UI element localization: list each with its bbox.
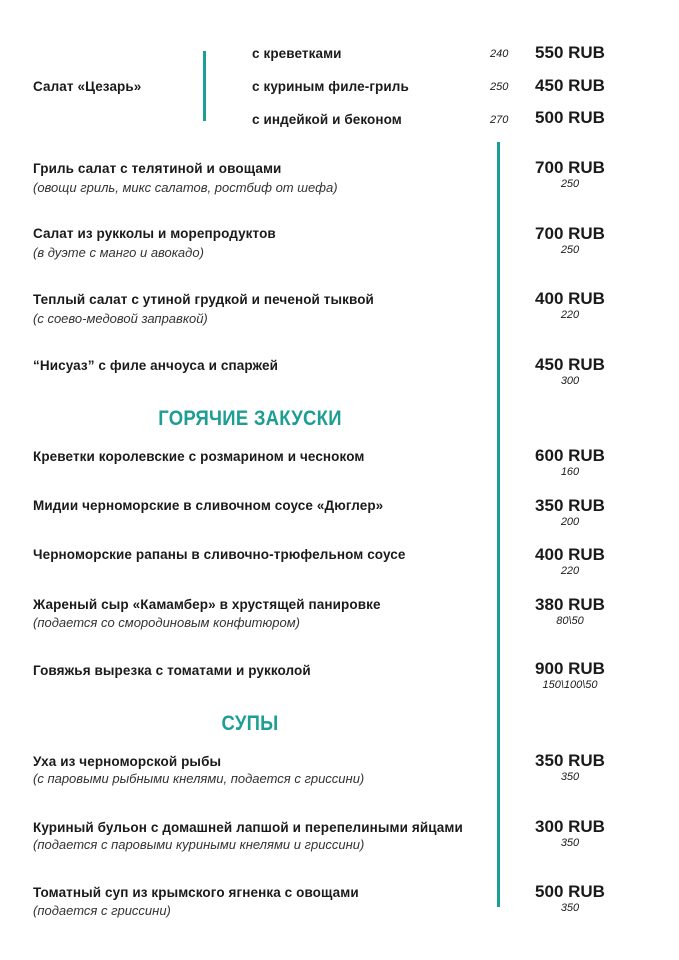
menu-item-desc: (подается со смородиновым конфитюром) bbox=[33, 615, 300, 630]
caesar-variant-2: с куриным филе-гриль bbox=[252, 79, 409, 94]
menu-item-price: 450 RUB bbox=[535, 355, 605, 374]
section-title-hot: ГОРЯЧИЕ ЗАКУСКИ bbox=[158, 407, 342, 430]
menu-item-name: Гриль салат с телятиной и овощами bbox=[33, 161, 282, 176]
menu-item-weight: 150\100\50 bbox=[542, 679, 598, 691]
menu-item-desc: (подается с гриссини) bbox=[33, 903, 171, 918]
menu-item-weight: 250 bbox=[560, 178, 580, 190]
caesar-variant-2-price: 450 RUB bbox=[535, 76, 605, 95]
caesar-variant-1-price: 550 RUB bbox=[535, 43, 605, 62]
caesar-variant-3-price: 500 RUB bbox=[535, 108, 605, 127]
menu-item-weight: 250 bbox=[560, 244, 580, 256]
menu-item-weight: 200 bbox=[560, 516, 580, 528]
menu-item-weight: 350 bbox=[560, 902, 580, 914]
menu-item-weight: 350 bbox=[560, 771, 580, 783]
menu-item-price: 500 RUB bbox=[535, 882, 605, 901]
menu-item-name: Салат из рукколы и морепродуктов bbox=[33, 226, 276, 241]
menu-item-weight: 80\50 bbox=[556, 615, 584, 627]
price-column-divider bbox=[497, 142, 500, 907]
menu-item-name: Уха из черноморской рыбы bbox=[33, 754, 222, 769]
menu-item-desc: (в дуэте с манго и авокадо) bbox=[33, 245, 204, 260]
menu-item-price: 300 RUB bbox=[535, 817, 605, 836]
caesar-variant-3: с индейкой и беконом bbox=[252, 112, 402, 127]
menu-item-name: Мидии черноморские в сливочном соусе «Дюглер» bbox=[33, 498, 384, 513]
caesar-divider bbox=[203, 51, 206, 121]
menu-item-price: 400 RUB bbox=[535, 289, 605, 308]
menu-item-weight: 220 bbox=[560, 309, 580, 321]
menu-item-weight: 300 bbox=[560, 375, 580, 387]
caesar-variant-1-weight: 240 bbox=[490, 48, 509, 60]
menu-item-name: Томатный суп из крымского ягненка с овощами bbox=[33, 885, 359, 900]
menu-item-price: 900 RUB bbox=[535, 659, 605, 678]
menu-item-name: Теплый салат с утиной грудкой и печеной тыквой bbox=[33, 292, 374, 307]
menu-item-desc: (с паровыми рыбными кнелями, подается с гриссини) bbox=[33, 771, 365, 786]
menu-item-price: 380 RUB bbox=[535, 595, 605, 614]
menu-item-price: 350 RUB bbox=[535, 751, 605, 770]
menu-item-desc: (подается с паровыми куриными кнелями и гриссини) bbox=[33, 837, 365, 852]
menu-item-name: Креветки королевские с розмарином и чесноком bbox=[33, 449, 365, 464]
menu-item-weight: 160 bbox=[560, 466, 580, 478]
menu-item-price: 600 RUB bbox=[535, 446, 605, 465]
menu-item-name: “Нисуаз” с филе анчоуса и спаржей bbox=[33, 358, 279, 373]
section-title-soups: СУПЫ bbox=[221, 712, 279, 735]
menu-item-name: Черноморские рапаны в сливочно-трюфельном соусе bbox=[33, 547, 406, 562]
menu-item-price: 400 RUB bbox=[535, 545, 605, 564]
menu-item-name: Говяжья вырезка с томатами и рукколой bbox=[33, 663, 311, 678]
menu-item-name: Куриный бульон с домашней лапшой и перепелиными яйцами bbox=[33, 820, 463, 835]
menu-item-price: 700 RUB bbox=[535, 224, 605, 243]
menu-item-weight: 220 bbox=[560, 565, 580, 577]
caesar-variant-1: с креветками bbox=[252, 46, 342, 61]
caesar-variant-2-weight: 250 bbox=[490, 81, 509, 93]
menu-item-desc: (с соево-медовой заправкой) bbox=[33, 311, 208, 326]
menu-item-weight: 350 bbox=[560, 837, 580, 849]
caesar-variant-3-weight: 270 bbox=[490, 114, 509, 126]
menu-item-price: 700 RUB bbox=[535, 158, 605, 177]
caesar-title: Салат «Цезарь» bbox=[33, 79, 142, 94]
menu-item-desc: (овощи гриль, микс салатов, ростбиф от шефа) bbox=[33, 180, 338, 195]
menu-item-name: Жареный сыр «Камамбер» в хрустящей панировке bbox=[33, 597, 381, 612]
menu-item-price: 350 RUB bbox=[535, 496, 605, 515]
